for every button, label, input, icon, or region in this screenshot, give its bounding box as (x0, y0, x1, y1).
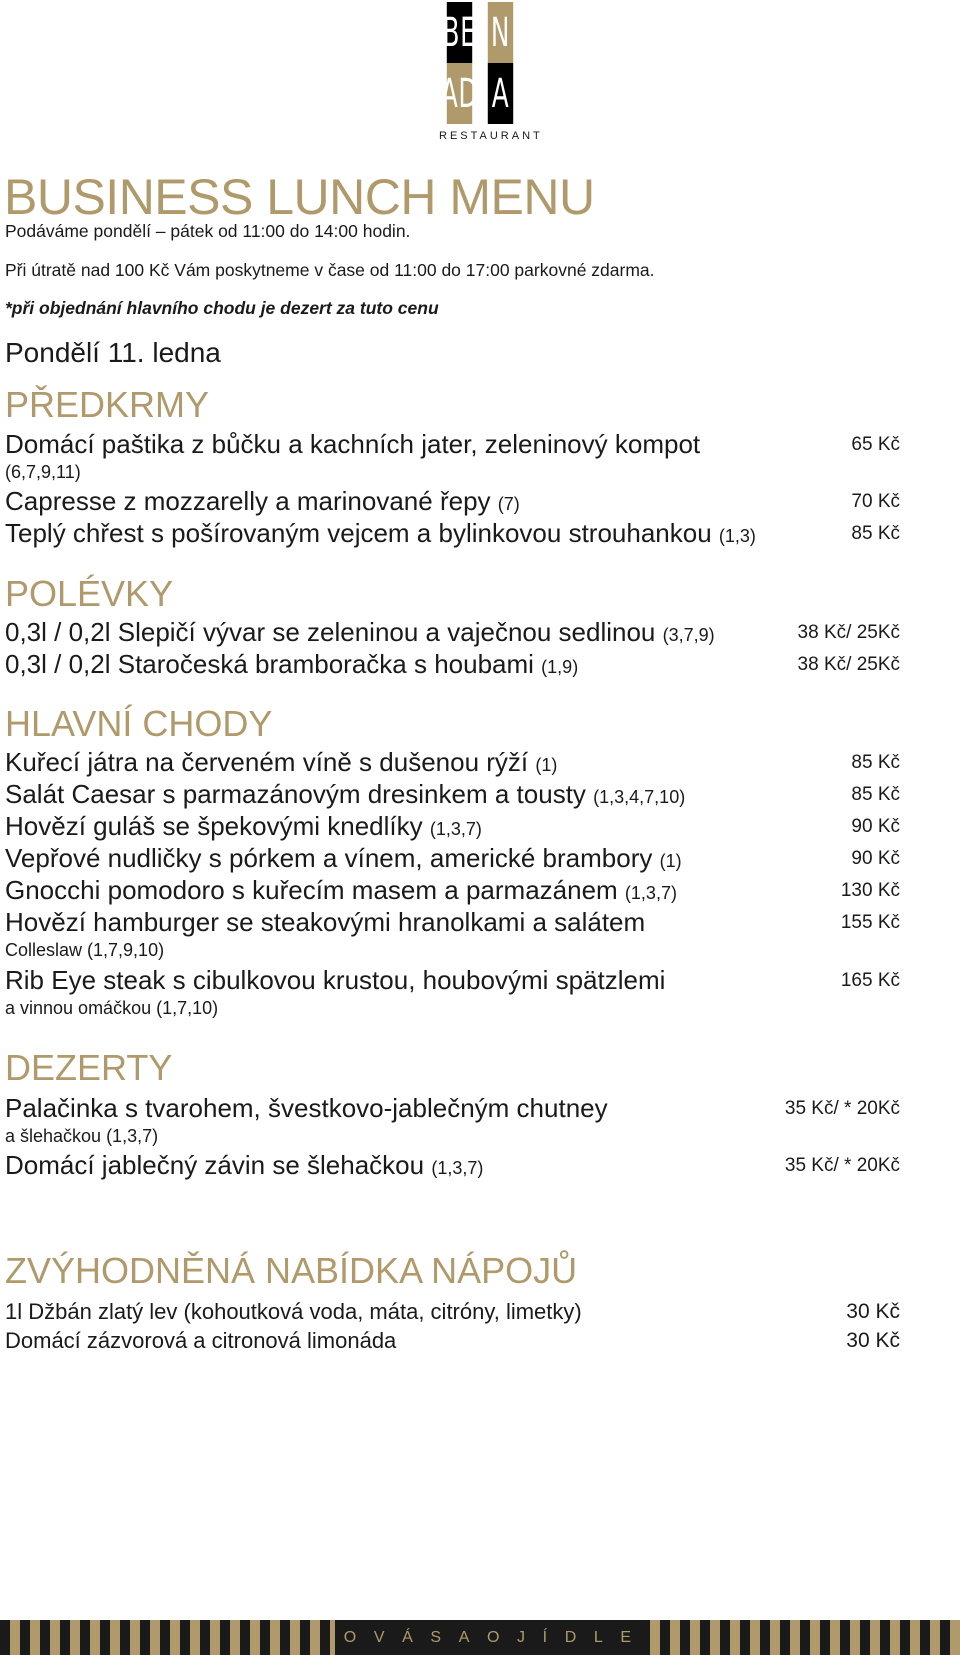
dessert-item-2-allergens: (1,3,7) (431, 1158, 484, 1178)
section-heading-mains: HLAVNÍ CHODY (5, 703, 273, 744)
starter-item-3 (5, 518, 756, 549)
main-item-4 (5, 843, 682, 874)
footer-slogan-letter: E (620, 1628, 632, 1646)
footer-slogan-letter: D (564, 1628, 577, 1646)
main-item-4-price: 90 Kč (851, 848, 900, 869)
footer-slogan-letter: O (486, 1628, 500, 1646)
intro-dessert-note: *při objednání hlavního chodu je dezert za tuto cenu (5, 298, 439, 318)
main-item-6-name: Hovězí hamburger se steakovými hranolkami a salátem (5, 907, 646, 937)
starter-item-3-allergens: (1,3) (718, 526, 756, 546)
drink-item-1-name: 1l Džbán zlatý lev (kohoutková voda, máta, citróny, limetky) (5, 1299, 582, 1324)
main-item-3-name: Hovězí guláš se špekovými knedlíky (5, 811, 430, 841)
main-item-1-price: 85 Kč (851, 752, 900, 773)
section-heading-soups: POLÉVKY (5, 573, 174, 614)
footer-slogan (335, 1620, 640, 1655)
main-item-6-continuation: Colleslaw (1,7,9,10) (5, 940, 165, 960)
drink-item-1-price: 30 Kč (846, 1300, 900, 1323)
footer-stripe-band (0, 1620, 960, 1655)
footer-slogan-letter: A (458, 1628, 470, 1646)
main-item-1 (5, 747, 557, 778)
page-title: BUSINESS LUNCH MENU (4, 169, 595, 225)
soup-item-1-name: 0,3l / 0,2l Slepičí vývar se zeleninou a vaječnou sedlinou (5, 617, 663, 647)
starter-item-1-name: Domácí paštika z bůčku a kachních jater, zeleninový kompot (5, 429, 701, 459)
starter-item-3-name: Teplý chřest s pošírovaným vejcem a bylinkovou strouhankou (5, 518, 719, 548)
dessert-item-1-price: 35 Kč/ * 20Kč (784, 1098, 900, 1119)
main-item-2-price: 85 Kč (851, 784, 900, 805)
main-item-1-name: Kuřecí játra na červeném víně s dušenou rýží (5, 747, 536, 777)
footer-slogan-letter: J (517, 1628, 526, 1646)
footer-slogan-letter: S (430, 1628, 442, 1646)
footer-slogan-letter: Á (402, 1628, 413, 1646)
section-heading-drinks: ZVÝHODNĚNÁ NABÍDKA NÁPOJŮ (5, 1250, 578, 1291)
main-item-5-price: 130 Kč (840, 880, 900, 901)
menu-date: Pondělí 11. ledna (5, 337, 221, 368)
main-item-5-name: Gnocchi pomodoro s kuřecím masem a parmazánem (5, 875, 625, 905)
main-item-4-name: Vepřové nudličky s pórkem a vínem, americké brambory (5, 843, 660, 873)
main-item-6-price: 155 Kč (840, 912, 900, 933)
footer-slogan-letter: L (593, 1628, 603, 1646)
main-item-3 (5, 811, 482, 842)
dessert-item-1-continuation: a šlehačkou (1,3,7) (5, 1126, 159, 1146)
soup-item-1 (5, 617, 715, 648)
dessert-item-2 (5, 1150, 483, 1181)
logo-cell-b-e-n-top-left (442, 2, 477, 63)
starter-item-2-name: Capresse z mozzarelly a marinované řepy (5, 486, 498, 516)
main-item-1-allergens: (1) (535, 755, 558, 775)
logo-subtitle: RESTAURANT (439, 130, 543, 142)
main-item-2-allergens: (1,3,4,7,10) (593, 787, 686, 807)
footer-slogan-letter: Í (542, 1628, 548, 1646)
main-item-7-name: Rib Eye steak s cibulkovou krustou, houbovými spätzlemi (5, 965, 666, 995)
main-item-4-allergens: (1) (659, 851, 682, 871)
section-heading-desserts: DEZERTY (5, 1047, 173, 1088)
dessert-item-1-name: Palačinka s tvarohem, švestkovo-jablečným chutney (5, 1093, 608, 1123)
intro-hours: Podáváme pondělí – pátek od 11:00 do 14:00 hodin. (5, 221, 411, 241)
starter-item-1-allergens: (6,7,9,11) (5, 462, 81, 482)
section-heading-starters: PŘEDKRMY (5, 384, 210, 425)
starter-item-2-price: 70 Kč (851, 491, 900, 512)
soup-item-2-name: 0,3l / 0,2l Staročeská bramboračka s houbami (5, 649, 542, 679)
starter-item-2 (5, 486, 520, 517)
main-item-2 (5, 779, 685, 810)
drink-item-2-name: Domácí zázvorová a citronová limonáda (5, 1328, 397, 1353)
main-item-2-name: Salát Caesar s parmazánovým dresinkem a tousty (5, 779, 594, 809)
logo-cell-bottom-left (440, 63, 479, 124)
soup-item-2-price: 38 Kč/ 25Kč (797, 654, 900, 675)
dessert-item-2-price: 35 Kč/ * 20Kč (784, 1155, 900, 1176)
soup-item-1-price: 38 Kč/ 25Kč (797, 622, 900, 643)
intro-parking: Při útratě nad 100 Kč Vám poskytneme v čase od 11:00 do 17:00 parkovné zdarma. (5, 260, 655, 280)
main-item-7-price: 165 Kč (840, 970, 900, 991)
soup-item-2 (5, 649, 578, 680)
main-item-7-continuation: a vinnou omáčkou (1,7,10) (5, 998, 219, 1018)
logo-letters-bottom: AD (440, 70, 479, 117)
soup-item-1-allergens: (3,7,9) (662, 625, 715, 645)
logo-cell-bottom-right: A (488, 63, 513, 124)
starter-item-2-allergens: (7) (497, 494, 520, 514)
main-item-5 (5, 875, 677, 906)
footer-slogan-letter: O (343, 1628, 357, 1646)
restaurant-logo (439, 2, 543, 148)
logo-cell-top-right: N (488, 2, 513, 63)
starter-item-3-price: 85 Kč (851, 523, 900, 544)
footer-slogan-letter: V (373, 1628, 385, 1646)
starter-item-1-price: 65 Kč (851, 434, 900, 455)
dessert-item-2-name: Domácí jablečný závin se šlehačkou (5, 1150, 432, 1180)
main-item-3-price: 90 Kč (851, 816, 900, 837)
soup-item-2-allergens: (1,9) (541, 657, 579, 677)
main-item-3-allergens: (1,3,7) (429, 819, 482, 839)
main-item-5-allergens: (1,3,7) (624, 883, 677, 903)
logo-letters-top: BE (442, 9, 477, 56)
drink-item-2-price: 30 Kč (846, 1329, 900, 1352)
